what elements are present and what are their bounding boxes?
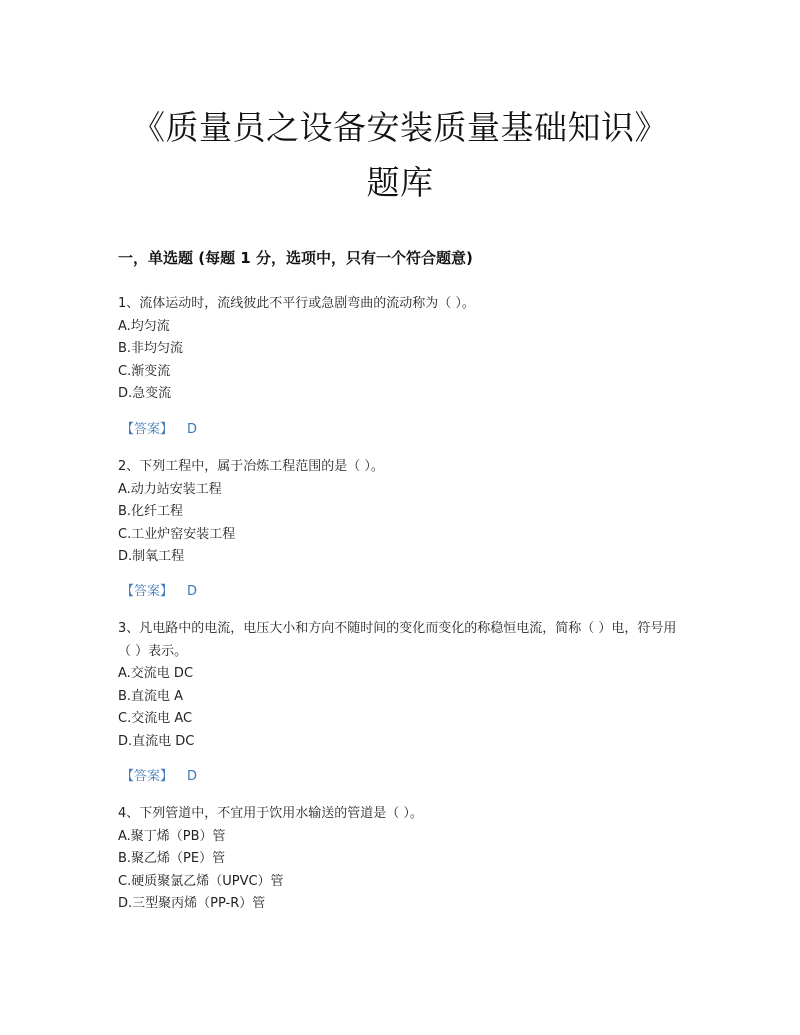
answer-3 xyxy=(121,766,197,788)
option-a: A.动力站安装工程 xyxy=(118,481,222,497)
question-4 xyxy=(118,803,688,916)
answer-1 xyxy=(121,419,197,441)
document-title-line2: 题库 xyxy=(366,163,434,202)
option-b: B.非均匀流 xyxy=(118,341,184,356)
option-d: D.急变流 xyxy=(118,386,172,401)
option-c: C.硬质聚氯乙烯（UPVC）管 xyxy=(118,873,284,889)
option-b: B.化纤工程 xyxy=(118,504,184,519)
answer-label: 【答案】 xyxy=(121,769,174,784)
answer-2 xyxy=(121,581,197,603)
question-stem: 1、流体运动时，流线彼此不平行或急剧弯曲的流动称为（ ）。 xyxy=(118,296,475,311)
answer-label: 【答案】 xyxy=(121,584,174,599)
answer-value: D xyxy=(187,769,198,784)
question-1 xyxy=(118,293,688,406)
answer-value: D xyxy=(187,584,198,599)
option-a: A.聚丁烯（PB）管 xyxy=(118,828,226,844)
option-d: D.制氧工程 xyxy=(118,549,185,564)
question-2 xyxy=(118,456,688,569)
option-b: B.直流电 A xyxy=(118,688,184,704)
option-b: B.聚乙烯（PE）管 xyxy=(118,851,226,866)
option-c: C.渐变流 xyxy=(118,363,171,379)
question-stem: 3、凡电路中的电流，电压大小和方向不随时间的变化而变化的称稳恒电流，简称（ ）电，符号用（ ）表示。 xyxy=(118,621,677,659)
option-a: A.交流电 DC xyxy=(118,666,194,681)
option-d: D.直流电 DC xyxy=(118,733,195,749)
option-d: D.三型聚丙烯（PP-R）管 xyxy=(118,896,266,911)
question-3 xyxy=(118,618,683,753)
section-heading: 一，单选题 (每题 1 分，选项中，只有一个符合题意) xyxy=(118,249,473,267)
question-stem: 4、下列管道中，不宜用于饮用水输送的管道是（ ）。 xyxy=(118,806,423,821)
document-title-line1: 《质量员之设备安装质量基础知识》 xyxy=(132,108,668,147)
answer-value: D xyxy=(187,422,198,437)
option-c: C.工业炉窑安装工程 xyxy=(118,526,236,542)
question-stem: 2、下列工程中，属于冶炼工程范围的是（ ）。 xyxy=(118,459,384,474)
option-c: C.交流电 AC xyxy=(118,711,193,726)
answer-label: 【答案】 xyxy=(121,422,174,437)
option-a: A.均匀流 xyxy=(118,318,170,334)
